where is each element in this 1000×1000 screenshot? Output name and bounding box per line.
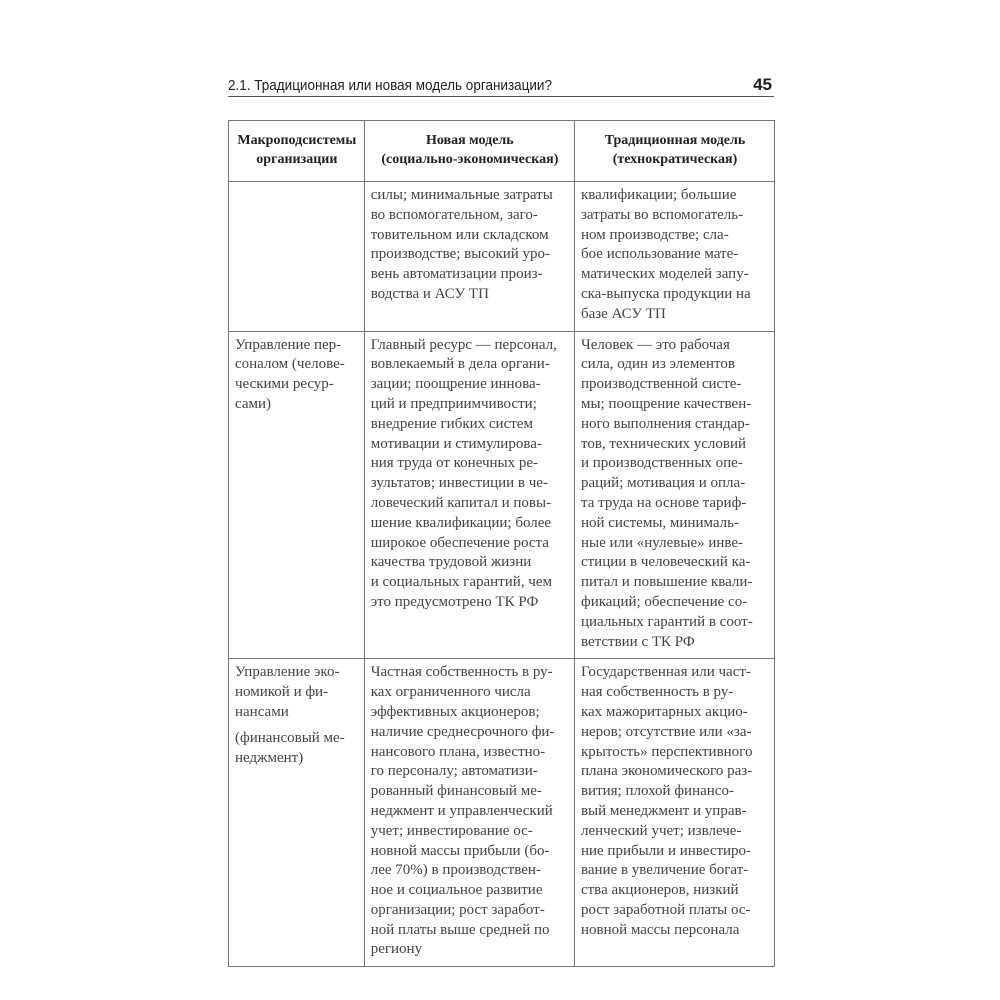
traditional-model-cell [574,331,774,659]
cell-text-line: шение квалификации; более [370,514,552,531]
cell-text-line: эффективных акционеров; [370,703,540,720]
cell-text-line: ства акционеров, низкий [580,882,739,899]
header-line: (технократическая) [612,152,738,167]
comparison-table [228,120,775,967]
cell-text-line: вание в увеличение богат- [580,862,749,879]
header-new-model [364,121,574,182]
page-number: 45 [753,75,772,94]
chapter-section-title: 2.1. Традиционная или новая модель организации? [228,77,552,94]
header-line: (социально-экономическая) [381,152,559,167]
cell-text-line: вый менеджмент и управ- [580,802,747,819]
cell-text-line: ной платы выше средней по [370,921,550,938]
cell-text-line: вень автоматизации произ- [370,266,543,283]
cell-text-line: рост заработной платы ос- [580,901,751,918]
cell-text-line: матических моделей запу- [580,266,749,283]
cell-text-line: мы; поощрение качествен- [580,395,752,412]
cell-text-line: циальных гарантий в соот- [580,613,753,630]
new-model-cell [364,182,574,332]
cell-text-line: фикаций; обеспечение со- [580,593,748,610]
cell-text-line: и производственных опе- [580,455,743,472]
cell-text-line: во вспомогательном, заго- [370,206,538,223]
traditional-model-cell [574,659,774,967]
cell-text-line: вития; плохой финансо- [580,783,734,800]
cell-text-line: новной массы прибыли (бо- [370,842,550,859]
cell-text-line: лее 70%) в производствен- [370,862,541,879]
table-row [229,331,775,659]
cell-text-line: неджмент и управленческий [370,802,553,819]
cell-text-line: региону [370,941,423,958]
header-traditional-model [574,121,774,182]
new-model-cell [364,331,574,659]
cell-text-line: крытость» перспективного [580,743,753,760]
cell-text-line: силы; минимальные затраты [370,187,553,203]
cell-text-line: Главный ресурс — персонал, [370,336,557,353]
cell-text-line: учет; инвестирование ос- [370,822,533,839]
cell-text-line: ное и социальное развитие [370,882,543,899]
cell-text-line: Управление эко- [235,664,340,681]
cell-text-line: вовлекаемый в дела органи- [370,356,550,373]
cell-text-line: ном производстве; сла- [580,226,729,243]
cell-text-line: нансами [235,703,289,720]
cell-text-line: ния труда от конечных ре- [370,455,539,472]
traditional-model-cell [574,182,774,332]
new-model-cell [364,659,574,967]
cell-text-line: затраты во вспомогатель- [580,206,744,223]
header-line: организации [256,152,338,167]
cell-text-line: ние прибыли и инвестиро- [580,842,752,859]
cell-text-line: базе АСУ ТП [580,305,666,322]
cell-text-line: рованный финансовый ме- [370,783,542,800]
table-row [229,182,775,332]
cell-text-line: и социальных гарантий, чем [370,574,552,591]
table-header-row [229,121,775,182]
cell-text-line: производстве; высокий уро- [370,246,551,263]
cell-text-line: зультатов; инвестиции в че- [370,475,548,492]
cell-text-line: ной системы, минималь- [580,514,739,531]
subsystem-cell [229,659,365,967]
cell-text-line: ветствии с ТК РФ [580,633,695,650]
header-line: Новая модель [425,133,514,148]
cell-text-line: Управление пер- [235,336,342,353]
cell-text-line: сами) [235,395,272,412]
cell-text-line: го персоналу; автоматизи- [370,763,538,780]
cell-text-line: Частная собственность в ру- [370,664,553,681]
cell-text-line: квалификации; большие [580,187,737,203]
cell-text-line: ные или «нулевые» инве- [580,534,744,551]
cell-text-line: ная собственность в ру- [580,684,734,701]
cell-text-line: неджмент) [235,749,304,766]
table-row [229,659,775,967]
cell-text-line: стиции в человеческий ка- [580,554,751,571]
header-line: Традиционная модель [604,133,746,148]
cell-text-line: ска-выпуска продукции на [580,285,751,302]
cell-text-line: широкое обеспечение роста [370,534,549,551]
cell-text-line: Человек — это рабочая [580,336,730,353]
header-line: Макроподсистемы [237,133,357,148]
cell-text-line: ленческий учет; извлече- [580,822,742,839]
cell-text-line: организации; рост заработ- [370,901,545,918]
cell-text-line: внедрение гибких систем [370,415,533,432]
cell-text-line: зации; поощрение иннова- [370,376,541,393]
cell-text-line: та труда на основе тариф- [580,494,747,511]
cell-text-line: номикой и фи- [235,684,329,701]
cell-text-line: Государственная или част- [580,664,751,681]
cell-text-line: неров; отсутствие или «за- [580,723,752,740]
cell-text-line: бое использование мате- [580,246,739,263]
cell-text-line: плана экономического раз- [580,763,753,780]
cell-text-line: новной массы персонала [580,921,740,938]
cell-text-line: водства и АСУ ТП [370,285,489,302]
cell-text-line: тов, технических условий [580,435,747,452]
cell-text-line: сила, один из элементов [580,356,735,373]
cell-text-line: нансового плана, известно- [370,743,546,760]
cell-text-line: мотивации и стимулирова- [370,435,542,452]
cell-text-line: раций; мотивация и опла- [580,475,746,492]
cell-text-line: (финансовый ме- [235,729,345,746]
cell-text-line: ческими ресур- [235,376,334,393]
cell-text-line: производственной систе- [580,376,742,393]
cell-text-line: соналом (челове- [235,356,345,373]
subsystem-cell [229,182,365,332]
running-head [228,76,774,97]
cell-text-line: товительном или складском [370,226,549,243]
cell-text-line: ках ограниченного числа [370,684,531,701]
cell-text-line: ного выполнения стандар- [580,415,750,432]
cell-text-line: ловеческий капитал и повы- [370,494,552,511]
cell-text-line: это предусмотрено ТК РФ [370,593,539,610]
cell-text-line: ках мажоритарных акцио- [580,703,748,720]
header-macrosubsystems [229,121,365,182]
cell-text-line: наличие среднесрочного фи- [370,723,555,740]
cell-text-line: питал и повышение квали- [580,574,753,591]
cell-text-line: качества трудовой жизни [370,554,532,571]
subsystem-cell [229,331,365,659]
cell-text-line: ций и предприимчивости; [370,395,537,412]
